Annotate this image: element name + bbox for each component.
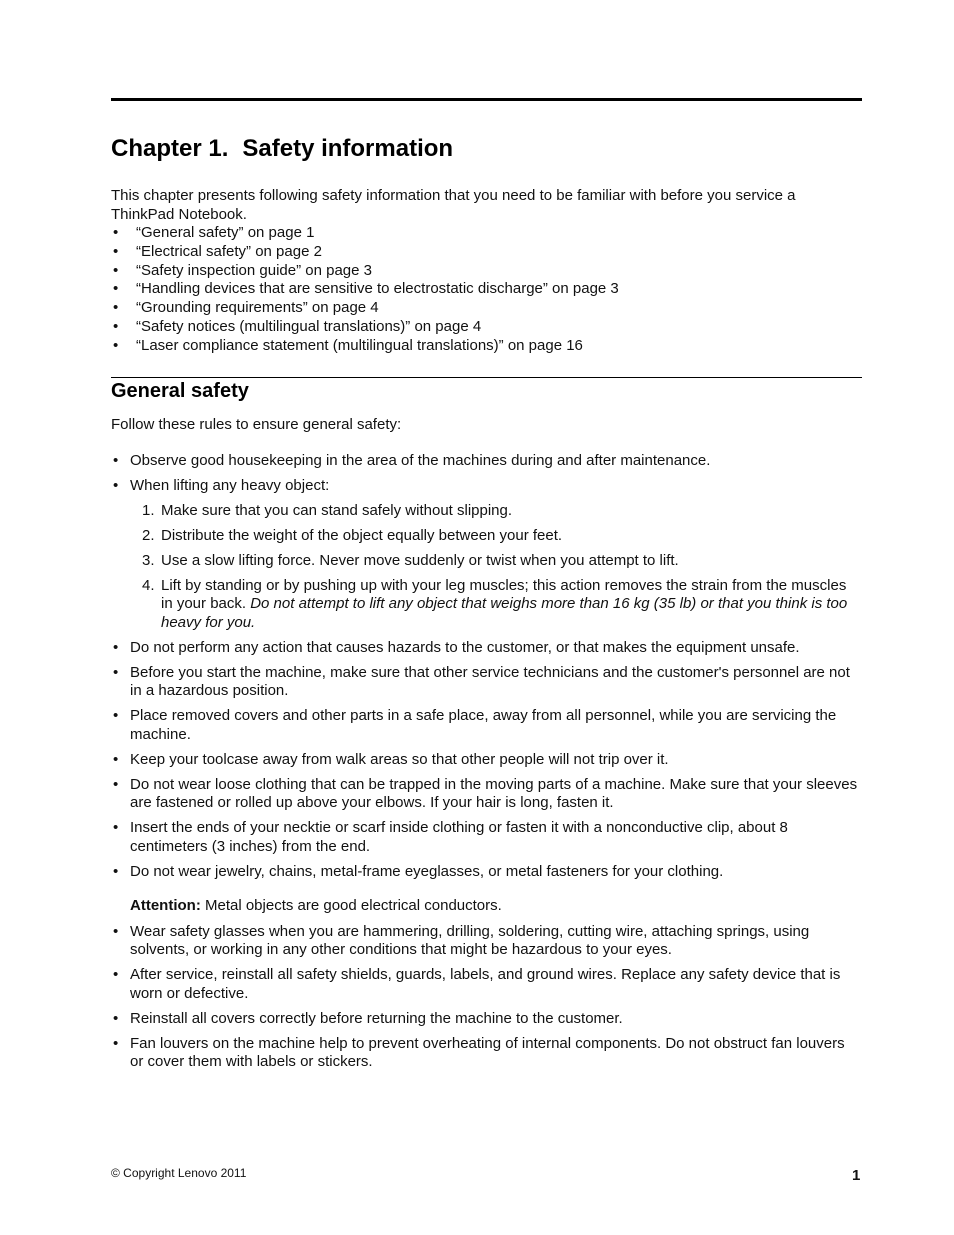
step-number: 4.: [142, 576, 155, 594]
toc-item-electrical-safety[interactable]: • “Electrical safety” on page 2: [111, 243, 619, 262]
rule-item: [111, 863, 862, 882]
rule-item: [111, 1010, 862, 1029]
general-safety-rules: [111, 452, 862, 1078]
lifting-step: [130, 552, 862, 571]
rule-text: Reinstall all covers correctly before returning the machine to the customer.: [130, 1009, 623, 1027]
chapter-number: Chapter 1.: [111, 135, 229, 162]
section-rule: [111, 377, 862, 378]
rule-item: [111, 751, 862, 770]
step-number: 3.: [142, 551, 155, 569]
lifting-step: [130, 527, 862, 546]
toc-item-esd-handling[interactable]: • “Handling devices that are sensitive to electrostatic discharge” on page 3: [111, 280, 619, 299]
step-warning-italic: Do not attempt to lift any object that weighs more than 16 kg (35 lb) or that you think is too heavy for you.: [161, 595, 848, 631]
step-text: Use a slow lifting force. Never move suddenly or twist when you attempt to lift.: [161, 551, 679, 569]
rule-text: After service, reinstall all safety shields, guards, labels, and ground wires. Replace any safety device that is worn or defective.: [130, 966, 841, 1002]
rule-item: [111, 664, 862, 701]
bullet-icon: •: [113, 707, 119, 724]
step-text: Make sure that you can stand safely without slipping.: [161, 501, 513, 519]
lifting-steps: [130, 502, 862, 633]
chapter-top-rule: [111, 98, 862, 101]
rule-text: Do not wear loose clothing that can be trapped in the moving parts of a machine. Make sure that your sleeves are fastened or rolled up above your elbows. If your hair is long, fasten it.: [130, 775, 858, 811]
toc-item-laser-compliance[interactable]: • “Laser compliance statement (multilingual translations)” on page 16: [111, 337, 619, 356]
rule-text: Fan louvers on the machine help to prevent overheating of internal components. Do not obstruct fan louvers or cover them with labels or stickers.: [130, 1034, 845, 1070]
chapter-title-text: Safety information: [242, 135, 454, 162]
rule-text: Do not wear jewelry, chains, metal-frame eyeglasses, or metal fasteners for your clothing.: [130, 862, 724, 880]
bullet-icon: •: [113, 663, 119, 681]
bullet-icon: •: [113, 452, 119, 469]
rule-text: Observe good housekeeping in the area of the machines during and after maintenance.: [130, 452, 711, 469]
rule-text: Insert the ends of your necktie or scarf inside clothing or fasten it with a nonconductive clip, about 8 centimeters (3 inches) from the end.: [130, 819, 788, 855]
toc-item-general-safety[interactable]: • “General safety” on page 1: [111, 224, 619, 243]
attention-label: Attention:: [130, 897, 201, 914]
rule-item: [111, 776, 862, 813]
bullet-icon: •: [113, 862, 119, 880]
lifting-step: [130, 502, 862, 521]
bullet-icon: •: [113, 819, 119, 836]
bullet-icon: •: [113, 922, 119, 940]
toc-item-grounding[interactable]: • “Grounding requirements” on page 4: [111, 299, 619, 318]
rule-item: [111, 923, 862, 960]
rule-item: [111, 1035, 862, 1072]
bullet-icon: •: [113, 775, 119, 793]
step-text: Lift by standing or by pushing up with your leg muscles; this action removes the strain from the muscles in your back.: [161, 576, 847, 612]
attention-note: [111, 897, 862, 916]
toc-item-safety-notices[interactable]: • “Safety notices (multilingual translations)” on page 4: [111, 318, 619, 337]
footer-page-number: 1: [852, 1167, 861, 1184]
chapter-intro: This chapter presents following safety information that you need to be familiar with before you service a ThinkPad Notebook.: [111, 187, 796, 223]
lifting-step: [130, 577, 862, 633]
bullet-icon: •: [113, 638, 119, 656]
rule-text: Do not perform any action that causes hazards to the customer, or that makes the equipment unsafe.: [130, 638, 800, 656]
rule-text: When lifting any heavy object:: [130, 477, 330, 494]
step-text: Distribute the weight of the object equally between your feet.: [161, 526, 563, 544]
bullet-icon: •: [113, 1009, 119, 1027]
bullet-icon: •: [113, 1034, 119, 1052]
attention-text: Metal objects are good electrical conductors.: [204, 897, 502, 914]
rule-text: Wear safety glasses when you are hammering, drilling, soldering, cutting wire, attaching springs, using solvents, or working in any other conditions that might be hazardous to your eyes.: [130, 922, 810, 958]
rule-text: Before you start the machine, make sure that other service technicians and the customer's personnel are not in a hazardous position.: [130, 663, 850, 699]
rule-item: [111, 477, 862, 632]
bullet-icon: •: [113, 477, 119, 494]
rule-item: [111, 639, 862, 658]
rule-item: [111, 966, 862, 1003]
section-intro: Follow these rules to ensure general safety:: [111, 416, 402, 433]
rule-item: [111, 819, 862, 856]
section-title-general-safety: General safety: [111, 380, 249, 402]
footer-copyright: © Copyright Lenovo 2011: [111, 1166, 247, 1180]
chapter-contents-list: [111, 224, 619, 356]
rule-text: Keep your toolcase away from walk areas so that other people will not trip over it.: [130, 750, 669, 768]
toc-item-safety-inspection[interactable]: • “Safety inspection guide” on page 3: [111, 262, 619, 281]
step-number: 1.: [142, 501, 155, 519]
step-number: 2.: [142, 526, 155, 544]
bullet-icon: •: [113, 966, 119, 983]
bullet-icon: •: [113, 750, 119, 768]
rule-item: [111, 707, 862, 744]
chapter-title: [111, 135, 453, 163]
rule-item: [111, 452, 862, 471]
rule-text: Place removed covers and other parts in a safe place, away from all personnel, while you are servicing the machine.: [130, 707, 837, 743]
